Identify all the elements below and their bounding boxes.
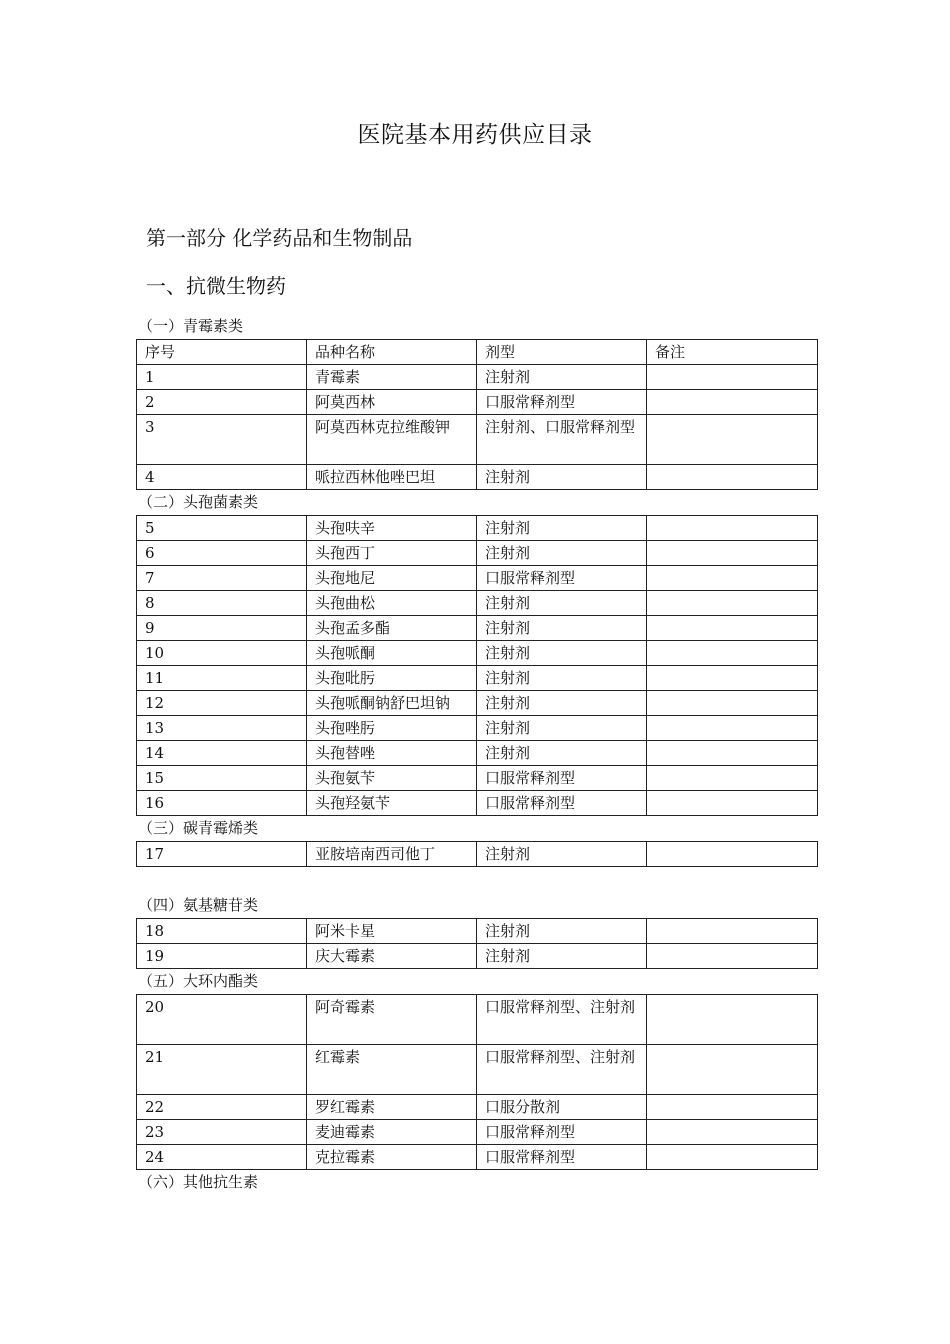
cell-form: 口服常释剂型 — [477, 566, 647, 591]
cell-form: 注射剂 — [477, 944, 647, 969]
cell-seq: 18 — [137, 919, 307, 944]
cell-name: 头孢哌酮钠舒巴坦钠 — [307, 691, 477, 716]
cell-form: 注射剂 — [477, 716, 647, 741]
cell-form: 注射剂 — [477, 691, 647, 716]
cell-seq: 11 — [137, 666, 307, 691]
cell-form: 口服常释剂型 — [477, 1145, 647, 1170]
table-row — [137, 944, 818, 969]
cell-form: 注射剂 — [477, 919, 647, 944]
cell-name: 哌拉西林他唑巴坦 — [307, 465, 477, 490]
cell-name: 克拉霉素 — [307, 1145, 477, 1170]
table-row — [137, 566, 818, 591]
drug-table — [136, 994, 818, 1170]
cell-note — [647, 516, 818, 541]
category-label: （一）青霉素类 — [138, 317, 244, 335]
part-heading: 第一部分 化学药品和生物制品 — [146, 226, 413, 250]
cell-note — [647, 666, 818, 691]
header-name: 品种名称 — [307, 340, 477, 365]
cell-note — [647, 791, 818, 816]
cell-form: 注射剂 — [477, 541, 647, 566]
table-row — [137, 465, 818, 490]
cell-seq: 23 — [137, 1120, 307, 1145]
table-row — [137, 666, 818, 691]
cell-name: 阿奇霉素 — [307, 995, 477, 1045]
cell-name: 红霉素 — [307, 1045, 477, 1095]
cell-form: 注射剂、口服常释剂型 — [477, 415, 647, 465]
cell-form: 口服常释剂型、注射剂 — [477, 1045, 647, 1095]
cell-seq: 8 — [137, 591, 307, 616]
category-label: （二）头孢菌素类 — [138, 493, 259, 511]
cell-name: 头孢氨苄 — [307, 766, 477, 791]
table-row — [137, 1145, 818, 1170]
table-row — [137, 716, 818, 741]
cell-note — [647, 766, 818, 791]
cell-note — [647, 1095, 818, 1120]
cell-form: 注射剂 — [477, 465, 647, 490]
cell-seq: 19 — [137, 944, 307, 969]
cell-name: 青霉素 — [307, 365, 477, 390]
table-row — [137, 741, 818, 766]
cell-form: 注射剂 — [477, 365, 647, 390]
cell-seq: 10 — [137, 641, 307, 666]
cell-note — [647, 716, 818, 741]
table-row — [137, 919, 818, 944]
cell-note — [647, 995, 818, 1045]
cell-seq: 5 — [137, 516, 307, 541]
table-row — [137, 691, 818, 716]
cell-form: 口服常释剂型 — [477, 766, 647, 791]
category-label: （四）氨基糖苷类 — [138, 896, 259, 914]
table-row — [137, 1095, 818, 1120]
table-row — [137, 616, 818, 641]
cell-name: 头孢呋辛 — [307, 516, 477, 541]
cell-name: 头孢羟氨苄 — [307, 791, 477, 816]
cell-seq: 21 — [137, 1045, 307, 1095]
cell-form: 注射剂 — [477, 591, 647, 616]
table-row — [137, 541, 818, 566]
cell-name: 麦迪霉素 — [307, 1120, 477, 1145]
cell-seq: 14 — [137, 741, 307, 766]
cell-seq: 24 — [137, 1145, 307, 1170]
category-label: （五）大环内酯类 — [138, 972, 259, 990]
chapter-heading: 一、抗微生物药 — [146, 274, 286, 298]
table-row — [137, 641, 818, 666]
cell-note — [647, 1045, 818, 1095]
cell-name: 阿莫西林克拉维酸钾 — [307, 415, 477, 465]
cell-form: 注射剂 — [477, 842, 647, 867]
cell-note — [647, 616, 818, 641]
category-label: （六）其他抗生素 — [138, 1173, 259, 1191]
cell-name: 头孢吡肟 — [307, 666, 477, 691]
cell-note — [647, 390, 818, 415]
cell-form: 口服分散剂 — [477, 1095, 647, 1120]
cell-name: 头孢唑肟 — [307, 716, 477, 741]
cell-name: 头孢地尼 — [307, 566, 477, 591]
cell-note — [647, 691, 818, 716]
cell-seq: 12 — [137, 691, 307, 716]
cell-note — [647, 465, 818, 490]
cell-seq: 7 — [137, 566, 307, 591]
cell-note — [647, 641, 818, 666]
table-row — [137, 415, 818, 465]
cell-form: 注射剂 — [477, 516, 647, 541]
cell-note — [647, 541, 818, 566]
cell-form: 注射剂 — [477, 666, 647, 691]
drug-table — [136, 339, 818, 490]
section-spacer — [136, 867, 818, 893]
cell-seq: 17 — [137, 842, 307, 867]
cell-seq: 13 — [137, 716, 307, 741]
cell-name: 庆大霉素 — [307, 944, 477, 969]
cell-name: 亚胺培南西司他丁 — [307, 842, 477, 867]
table-row — [137, 1045, 818, 1095]
table-header-row — [137, 340, 818, 365]
cell-note — [647, 1145, 818, 1170]
cell-name: 头孢替唑 — [307, 741, 477, 766]
header-form: 剂型 — [477, 340, 647, 365]
cell-form: 口服常释剂型 — [477, 390, 647, 415]
cell-note — [647, 415, 818, 465]
cell-note — [647, 1120, 818, 1145]
cell-name: 头孢曲松 — [307, 591, 477, 616]
cell-form: 口服常释剂型、注射剂 — [477, 995, 647, 1045]
cell-seq: 2 — [137, 390, 307, 415]
cell-seq: 3 — [137, 415, 307, 465]
page-title: 医院基本用药供应目录 — [357, 122, 593, 148]
cell-note — [647, 591, 818, 616]
drug-catalog — [136, 314, 818, 1195]
table-row — [137, 390, 818, 415]
table-row — [137, 365, 818, 390]
header-seq: 序号 — [137, 340, 307, 365]
cell-note — [647, 566, 818, 591]
cell-name: 阿米卡星 — [307, 919, 477, 944]
cell-seq: 15 — [137, 766, 307, 791]
cell-seq: 16 — [137, 791, 307, 816]
cell-note — [647, 741, 818, 766]
cell-note — [647, 919, 818, 944]
cell-seq: 20 — [137, 995, 307, 1045]
table-row — [137, 766, 818, 791]
cell-name: 头孢西丁 — [307, 541, 477, 566]
cell-note — [647, 842, 818, 867]
cell-form: 口服常释剂型 — [477, 1120, 647, 1145]
cell-seq: 1 — [137, 365, 307, 390]
drug-table — [136, 841, 818, 867]
cell-form: 口服常释剂型 — [477, 791, 647, 816]
header-note: 备注 — [647, 340, 818, 365]
drug-table — [136, 918, 818, 969]
cell-seq: 6 — [137, 541, 307, 566]
cell-seq: 22 — [137, 1095, 307, 1120]
cell-seq: 4 — [137, 465, 307, 490]
cell-form: 注射剂 — [477, 616, 647, 641]
drug-table — [136, 515, 818, 816]
cell-note — [647, 944, 818, 969]
table-row — [137, 591, 818, 616]
cell-form: 注射剂 — [477, 741, 647, 766]
cell-name: 阿莫西林 — [307, 390, 477, 415]
table-row — [137, 995, 818, 1045]
table-row — [137, 842, 818, 867]
cell-seq: 9 — [137, 616, 307, 641]
cell-name: 头孢哌酮 — [307, 641, 477, 666]
cell-note — [647, 365, 818, 390]
cell-form: 注射剂 — [477, 641, 647, 666]
category-label: （三）碳青霉烯类 — [138, 819, 259, 837]
cell-name: 罗红霉素 — [307, 1095, 477, 1120]
table-row — [137, 516, 818, 541]
table-row — [137, 791, 818, 816]
table-row — [137, 1120, 818, 1145]
cell-name: 头孢孟多酯 — [307, 616, 477, 641]
